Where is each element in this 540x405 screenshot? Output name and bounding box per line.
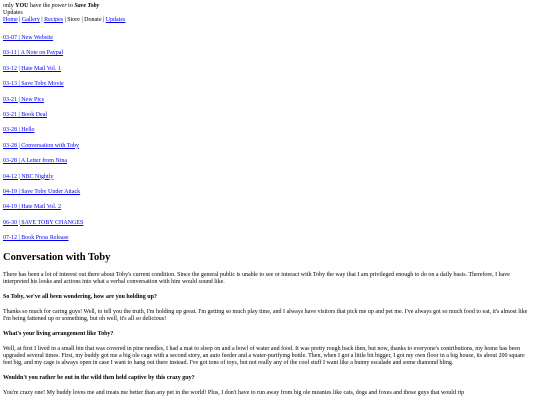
- update-item: [3, 127, 537, 142]
- update-link[interactable]: 03-11 | A Note on Paypal: [3, 50, 64, 57]
- update-item: [3, 158, 537, 173]
- tagline: [3, 3, 537, 10]
- nav-separator: |: [79, 17, 85, 23]
- update-item: [3, 97, 537, 112]
- update-link[interactable]: 03-07 | New Website: [3, 35, 54, 41]
- article-intro: There has been a lot of interest out there about Toby's current condition. Since the general public is unable to see or interact with Toby the way that I am privileged enough to do on a daily basis. Therefore, I have interpreted his looks and actions into what a verbal conversation with him would sound like.: [3, 272, 510, 286]
- update-item: [3, 66, 537, 81]
- update-link[interactable]: 03-28 | Hello: [3, 127, 35, 134]
- update-link[interactable]: 04-19 | Save Toby Under Attack: [3, 188, 81, 195]
- update-item: [3, 35, 537, 50]
- tagline-pre: only: [3, 3, 16, 9]
- update-link[interactable]: 07-12 | Book Press Release: [3, 235, 69, 242]
- nav-separator: |: [63, 17, 68, 23]
- update-item: [3, 143, 537, 158]
- update-item: [3, 112, 537, 127]
- update-item: [3, 50, 537, 65]
- nav-home-link[interactable]: Home: [3, 17, 18, 23]
- update-item: [3, 189, 537, 204]
- site-title: Updates: [3, 10, 23, 16]
- question-1: So Toby, we've all been wondering, how are you holding up?: [3, 294, 157, 301]
- question-2: What's your living arrangement like Toby?: [3, 331, 114, 338]
- article-title: Conversation with Toby: [3, 252, 111, 264]
- nav-separator: |: [101, 17, 106, 23]
- update-link[interactable]: 03-21 | Book Deal: [3, 111, 48, 118]
- update-link[interactable]: 03-21 | New Pics: [3, 96, 45, 103]
- nav-gallery-link[interactable]: Gallery: [21, 17, 40, 23]
- update-item: [3, 235, 537, 250]
- update-link[interactable]: 06-30 | SAVE TOBY CHANGES: [3, 219, 84, 226]
- answer-2: Well, at first I lived in a small bin that was covered in pine needles, I had a mat to sleep on and a bowl of water and food. It was pretty rough back then, but now, thanks to everyone's contributions, my home has been upgraded several times. First, my buddy got me a big ole cage with a second story, an auto feeder and a water-purifying bottle. Then, when I got a little bit bigger, I got my own floor in a big house, its about 200 square feet big, and my cage is always open in case I want to hang out there instead. I've got tons of toys, but not really any of the cool stuff I want like a bunny escalade and some diamond bling.: [3, 346, 525, 367]
- update-link[interactable]: 03-28 | A Letter from Nina: [3, 158, 68, 165]
- update-item: [3, 81, 537, 96]
- tagline-you: YOU: [15, 3, 29, 9]
- top-nav: [3, 17, 537, 24]
- update-item: [3, 220, 537, 235]
- nav-store: Store: [67, 17, 80, 23]
- update-link[interactable]: 03-12 | Hate Mail Vol. 1: [3, 65, 61, 72]
- nav-updates-link[interactable]: Updates: [105, 17, 126, 23]
- answer-1: Thanks so much for caring guys! Well, to tell you the truth, I'm holding up great. I'm getting so much play time, and I always have visitors that pick me up and pet me. I've always got so much food to eat, it's almost like I'm being fattened up or something, but oh well, it's all so delicious!: [3, 309, 528, 323]
- update-link[interactable]: 04-12 | NBC Nightly: [3, 173, 54, 180]
- question-3: Wouldn't you rather be out in the wild then held captive by this crazy guy?: [3, 375, 195, 382]
- article: [3, 252, 537, 397]
- tagline-mid: have the: [28, 3, 52, 9]
- update-item: [3, 204, 537, 219]
- nav-separator: |: [39, 17, 45, 23]
- nav-recipes-link[interactable]: Recipes: [44, 17, 64, 23]
- nav-donate: Donate: [84, 17, 102, 23]
- tagline-save-toby: Save Toby: [74, 3, 100, 9]
- tagline-power: power: [51, 3, 67, 9]
- answer-3: You're crazy one! My buddy loves me and treats me better than any pet in the world! Plus, I don't have to run away from big ole meanies like cats, dogs and foxes and those guys that would rip: [3, 390, 465, 397]
- update-link[interactable]: 03-28 | Conversation with Toby: [3, 142, 79, 149]
- update-link[interactable]: 04-19 | Hate Mail Vol. 2: [3, 204, 61, 211]
- nav-separator: |: [17, 17, 22, 23]
- update-item: [3, 174, 537, 189]
- tagline-to: to: [66, 3, 75, 9]
- update-link[interactable]: 03-13 | Save Toby Movie: [3, 81, 64, 88]
- updates-list: [3, 35, 537, 250]
